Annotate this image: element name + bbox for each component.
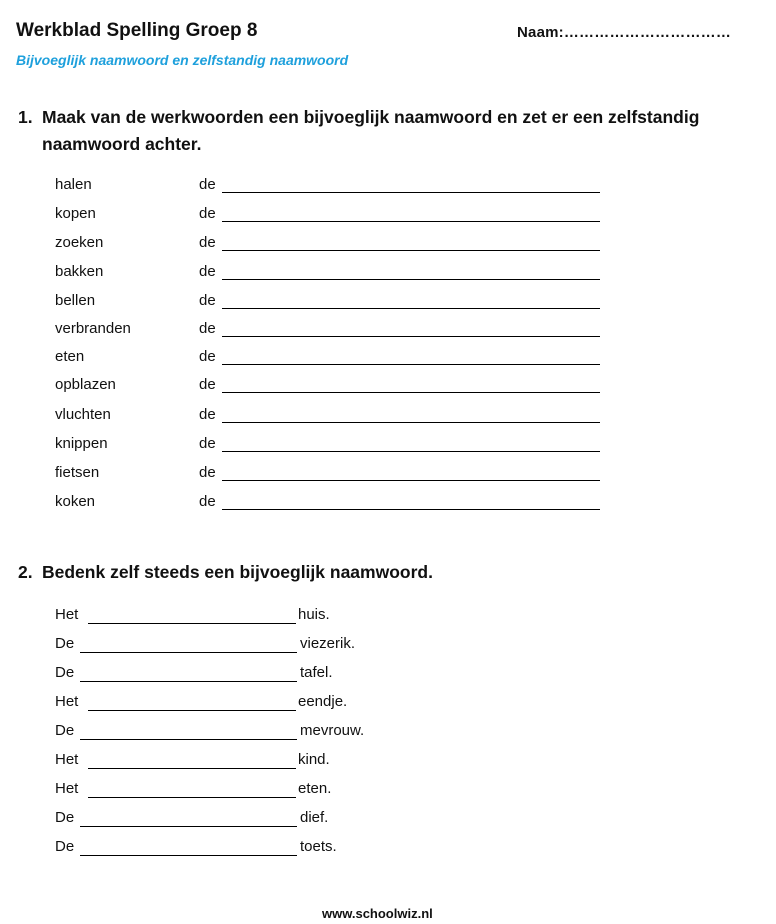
article: de <box>199 493 216 510</box>
exercise-2-instruction: Bedenk zelf steeds een bijvoeglijk naamwoord. <box>42 562 433 582</box>
answer-line[interactable] <box>80 826 297 827</box>
answer-line[interactable] <box>222 422 600 423</box>
article: de <box>199 292 216 309</box>
exercise-1-heading <box>18 104 700 154</box>
worksheet-subtitle: Bijvoeglijk naamwoord en zelfstandig naamwoord <box>16 52 349 68</box>
noun: viezerik. <box>300 635 356 652</box>
article: De <box>55 664 75 681</box>
answer-line[interactable] <box>80 652 297 653</box>
footer-website: www.schoolwiz.nl <box>322 906 433 921</box>
answer-line[interactable] <box>222 250 600 251</box>
article: De <box>55 635 75 652</box>
noun: dief. <box>300 809 329 826</box>
article: Het <box>55 780 79 797</box>
verb: eten <box>55 348 85 365</box>
article: de <box>199 464 216 481</box>
noun: toets. <box>300 838 337 855</box>
answer-line[interactable] <box>88 797 296 798</box>
answer-line[interactable] <box>222 192 600 193</box>
article: de <box>199 205 216 222</box>
answer-line[interactable] <box>222 279 600 280</box>
article: De <box>55 722 75 739</box>
answer-line[interactable] <box>222 308 600 309</box>
verb: zoeken <box>55 234 104 251</box>
article: de <box>199 320 216 337</box>
noun: mevrouw. <box>300 722 365 739</box>
noun: eten. <box>298 780 332 797</box>
answer-line[interactable] <box>222 392 600 393</box>
exercise-2-number: 2. <box>18 562 33 582</box>
answer-line[interactable] <box>80 855 297 856</box>
name-field-label: Naam:…………………………… <box>517 24 732 41</box>
article: de <box>199 234 216 251</box>
article: de <box>199 263 216 280</box>
verb: bakken <box>55 263 104 280</box>
verb: koken <box>55 493 96 510</box>
article: Het <box>55 751 79 768</box>
article: Het <box>55 606 79 623</box>
verb: bellen <box>55 292 96 309</box>
answer-line[interactable] <box>222 364 600 365</box>
answer-line[interactable] <box>80 739 297 740</box>
answer-line[interactable] <box>222 509 600 510</box>
verb: kopen <box>55 205 96 222</box>
answer-line[interactable] <box>222 336 600 337</box>
answer-line[interactable] <box>222 480 600 481</box>
exercise-1-instruction: Maak van de werkwoorden een bijvoeglijk naamwoord en zet er een zelfstandig naamwoord achter. <box>42 107 700 154</box>
worksheet-title: Werkblad Spelling Groep 8 <box>16 20 258 41</box>
answer-line[interactable] <box>88 623 296 624</box>
noun: tafel. <box>300 664 333 681</box>
noun: huis. <box>298 606 330 623</box>
verb: vluchten <box>55 406 111 423</box>
article: de <box>199 435 216 452</box>
noun: eendje. <box>298 693 348 710</box>
article: de <box>199 406 216 423</box>
article: De <box>55 809 75 826</box>
exercise-2-heading <box>18 559 433 586</box>
answer-line[interactable] <box>222 221 600 222</box>
article: de <box>199 348 216 365</box>
answer-line[interactable] <box>88 710 296 711</box>
verb: opblazen <box>55 376 116 393</box>
article: De <box>55 838 75 855</box>
answer-line[interactable] <box>222 451 600 452</box>
noun: kind. <box>298 751 330 768</box>
verb: verbranden <box>55 320 131 337</box>
answer-line[interactable] <box>88 768 296 769</box>
verb: fietsen <box>55 464 100 481</box>
article: Het <box>55 693 79 710</box>
article: de <box>199 376 216 393</box>
verb: knippen <box>55 435 108 452</box>
verb: halen <box>55 176 92 193</box>
article: de <box>199 176 216 193</box>
answer-line[interactable] <box>80 681 297 682</box>
exercise-1-number: 1. <box>18 107 33 127</box>
